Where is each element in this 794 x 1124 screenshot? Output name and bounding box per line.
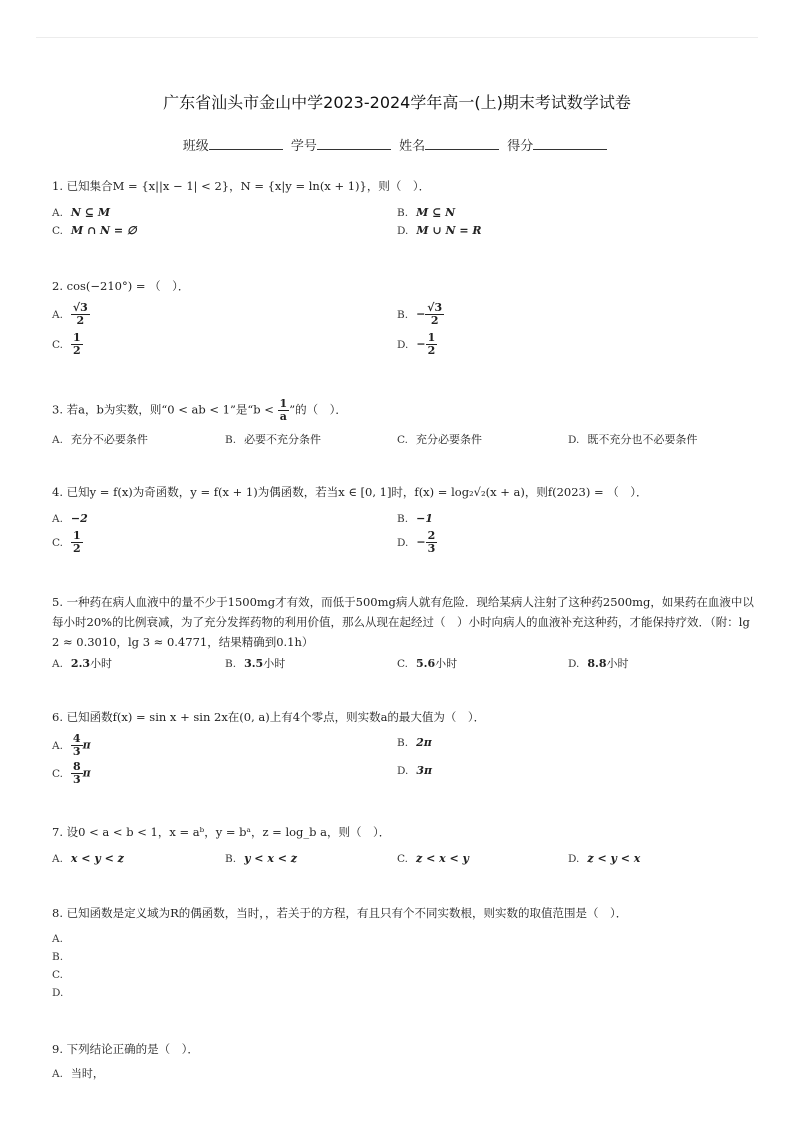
option-b: B. 2π <box>397 736 432 749</box>
option-d: D. <box>52 987 64 999</box>
option-c: C. 5.6小时 <box>397 657 458 670</box>
question-5 <box>52 592 754 652</box>
option-a: A. 当时， <box>52 1067 104 1080</box>
option-d: D. − $\frac{1}{2}$ <box>397 331 436 357</box>
question-2 <box>52 276 754 296</box>
id-blank <box>317 137 391 150</box>
option-d: D. 既不充分也不必要条件 <box>568 433 698 446</box>
name-label: 姓名 <box>399 139 426 154</box>
fraction: $\frac{2}{3}$ <box>427 529 436 555</box>
question-stem: 9. 下列结论正确的是（ ）． <box>52 1042 199 1056</box>
fraction: $\frac{1}{2}$ <box>73 331 81 357</box>
header-divider <box>36 37 758 38</box>
class-label: 班级 <box>182 139 209 154</box>
option-b: B. 3.5小时 <box>225 657 286 670</box>
question-stem: 8. 已知函数是定义域为R的偶函数，当时，，若关于的方程，有且只有个不同实数根，则实数的取值范围是（ ）． <box>52 906 628 920</box>
option-b: B. −1 <box>397 512 433 525</box>
question-9 <box>52 1039 754 1059</box>
option-a: A. $\frac{√3}{2}$ <box>52 301 88 327</box>
option-c: C. z < x < y <box>397 852 469 865</box>
question-stem: 2. cos(−210°) = （ ）． <box>52 279 190 293</box>
question-stem: 4. 已知y = f(x)为奇函数，y = f(x + 1)为偶函数，若当x ∈ [0, 1]时，f(x) = log₂√₂(x + a)，则f(2023) = （ ）． <box>52 485 648 499</box>
option-d: D. z < y < x <box>568 852 641 865</box>
name-blank <box>425 137 499 150</box>
option-a: A. N ⊆ M <box>52 206 111 219</box>
option-a: A. x < y < z <box>52 852 124 865</box>
question-1 <box>52 176 754 196</box>
id-label: 学号 <box>290 139 317 154</box>
option-a: A. 2.3小时 <box>52 657 113 670</box>
fraction: $\frac{1}{2}$ <box>73 529 81 555</box>
question-stem: 1. 已知集合M = {x||x − 1| < 2}，N = {x|y = ln(x + 1)}，则（ ）． <box>52 179 431 193</box>
fraction: $\frac{1}{a}$ <box>279 397 288 423</box>
option-b: B. − $\frac{√3}{2}$ <box>397 301 443 327</box>
fraction: $\frac{1}{2}$ <box>427 331 436 357</box>
option-a: A. −2 <box>52 512 88 525</box>
option-b: B. 必要不充分条件 <box>225 433 322 446</box>
option-d: D. − $\frac{2}{3}$ <box>397 529 436 555</box>
option-d: D. 3π <box>397 764 433 777</box>
option-c: C. $\frac{8}{3}$ π <box>52 760 91 786</box>
question-6 <box>52 707 754 727</box>
option-b: B. M ⊆ N <box>397 206 456 219</box>
option-a: A. 充分不必要条件 <box>52 433 148 446</box>
student-info-line <box>0 135 794 154</box>
fraction: $\frac{8}{3}$ <box>73 760 81 786</box>
option-c: C. $\frac{1}{2}$ <box>52 331 81 357</box>
option-c: C. $\frac{1}{2}$ <box>52 529 81 555</box>
option-d: D. 8.8小时 <box>568 657 629 670</box>
option-c: C. <box>52 969 63 981</box>
option-d: D. M ∪ N = R <box>397 224 482 237</box>
question-stem: 3. 若a，b为实数，则“0 < ab < 1”是“b < $\frac{1}{a}$ ”的（ ）． <box>52 397 347 423</box>
question-4 <box>52 482 754 502</box>
option-b: B. <box>52 951 64 963</box>
score-blank <box>533 137 607 150</box>
question-3 <box>52 398 754 423</box>
question-stem: 5. 一种药在病人血液中的量不少于1500mg才有效，而低于500mg病人就有危险．现给某病人注射了这种药2500mg，如果药在血液中以每小时20%的比例衰减，为了充分发挥药物的利用价值，那么从现在起经过（ ）小时向病人的血液补充这种药，才能保持疗效．（附：lg 2 ≈ 0.3010，lg 3 ≈ 0.4771，结果精确到0.1h） <box>52 595 754 649</box>
question-stem: 6. 已知函数f(x) = sin x + sin 2x在(0, a)上有4个零点，则实数a的最大值为（ ）． <box>52 710 486 724</box>
question-stem: 7. 设0 < a < b < 1，x = aᵇ，y = bᵃ，z = log_b a，则（ ）． <box>52 825 391 839</box>
score-label: 得分 <box>507 139 534 154</box>
option-c: C. M ∩ N = ∅ <box>52 224 137 237</box>
page-title: 广东省汕头市金山中学2023-2024学年高一(上)期末考试数学试卷 <box>163 93 631 112</box>
option-a: A. $\frac{4}{3}$ π <box>52 732 91 758</box>
question-7 <box>52 822 754 842</box>
option-a: A. <box>52 933 63 945</box>
fraction: $\frac{√3}{2}$ <box>72 301 88 327</box>
option-c: C. 充分必要条件 <box>397 433 482 446</box>
fraction: $\frac{4}{3}$ <box>72 732 81 758</box>
fraction: $\frac{√3}{2}$ <box>427 301 443 327</box>
question-8 <box>52 903 754 923</box>
option-b: B. y < x < z <box>225 852 298 865</box>
class-blank <box>209 137 283 150</box>
